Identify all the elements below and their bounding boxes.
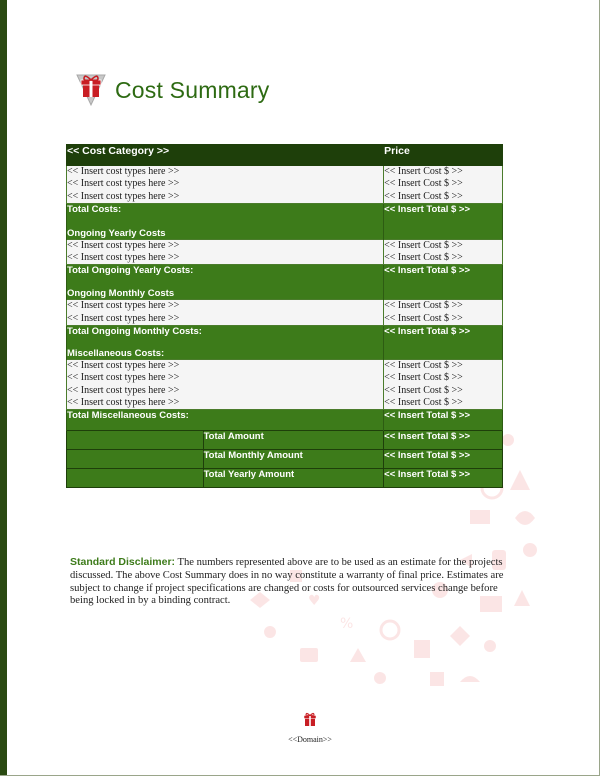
section-total-row xyxy=(67,326,503,360)
cost-summary-table xyxy=(66,144,503,488)
cost-type: << Insert cost types here >> xyxy=(67,360,180,372)
cost-value: << Insert Cost $ >> xyxy=(384,384,463,396)
standard-disclaimer xyxy=(70,556,520,608)
disclaimer-text: The numbers represented above are to be used as an estimate for the projects discussed. The above Cost Summary does in no way constitute a warranty of final price. Estimates are subject to change if project specifications are changed or costs for outsourced services change before being locked in by a binding contract. xyxy=(70,557,504,607)
section-total-cell xyxy=(67,326,384,360)
section-total-label: Total Costs: xyxy=(67,203,122,215)
cost-type: << Insert cost types here >> xyxy=(67,190,180,202)
svg-text:♥: ♥ xyxy=(308,593,321,609)
section-heading: Miscellaneous Costs: xyxy=(67,348,165,360)
cost-value: << Insert Cost $ >> xyxy=(384,360,463,372)
cost-value: << Insert Cost $ >> xyxy=(384,190,463,202)
cost-type: << Insert cost types here >> xyxy=(67,384,180,396)
section-total-cell xyxy=(67,203,384,239)
cost-value: << Insert Cost $ >> xyxy=(384,166,463,177)
section-total-cell xyxy=(67,265,384,300)
summary-value: << Insert Total $ >> xyxy=(384,450,503,469)
cost-type: << Insert cost types here >> xyxy=(67,300,180,312)
section-total-row xyxy=(67,265,503,300)
summary-label: Total Amount xyxy=(203,431,384,450)
cost-value: << Insert Cost $ >> xyxy=(384,300,463,312)
summary-label: Total Monthly Amount xyxy=(203,450,384,469)
cost-value: << Insert Cost $ >> xyxy=(384,252,463,264)
summary-row xyxy=(67,431,503,450)
section-total-value: << Insert Total $ >> xyxy=(384,203,503,239)
cost-values-cell xyxy=(384,166,503,204)
cost-items-row xyxy=(67,166,503,204)
cost-items-row xyxy=(67,360,503,410)
footer-domain: <<Domain>> xyxy=(288,735,332,744)
table-header-row xyxy=(67,145,503,166)
cost-values-cell xyxy=(384,360,503,410)
section-heading: Ongoing Yearly Costs xyxy=(67,227,166,239)
cost-type: << Insert cost types here >> xyxy=(67,312,180,324)
summary-spacer xyxy=(67,469,204,488)
left-accent-bar xyxy=(0,0,7,776)
document-header xyxy=(75,70,269,110)
cost-types-cell xyxy=(67,166,384,204)
summary-row xyxy=(67,469,503,488)
svg-text:%: % xyxy=(340,616,354,632)
cost-value: << Insert Cost $ >> xyxy=(384,396,463,408)
section-total-row xyxy=(67,410,503,431)
summary-spacer xyxy=(67,431,204,450)
cost-values-cell xyxy=(384,300,503,326)
cost-type: << Insert cost types here >> xyxy=(67,178,180,190)
cost-values-cell xyxy=(384,239,503,265)
cost-types-cell xyxy=(67,360,384,410)
cost-value: << Insert Cost $ >> xyxy=(384,239,463,251)
page-footer xyxy=(270,712,350,747)
cost-value: << Insert Cost $ >> xyxy=(384,372,463,384)
gift-icon xyxy=(303,712,317,727)
section-total-label: Total Ongoing Yearly Costs: xyxy=(67,265,194,277)
cost-type: << Insert cost types here >> xyxy=(67,396,180,408)
summary-value: << Insert Total $ >> xyxy=(384,431,503,450)
disclaimer-lead: Standard Disclaimer: xyxy=(70,556,176,568)
cost-items-row xyxy=(67,239,503,265)
cost-type: << Insert cost types here >> xyxy=(67,252,180,264)
gift-icon xyxy=(75,73,107,107)
cost-value: << Insert Cost $ >> xyxy=(384,178,463,190)
summary-label: Total Yearly Amount xyxy=(203,469,384,488)
summary-value: << Insert Total $ >> xyxy=(384,469,503,488)
cost-types-cell xyxy=(67,239,384,265)
summary-row xyxy=(67,450,503,469)
section-heading: Ongoing Monthly Costs xyxy=(67,288,175,300)
cost-type: << Insert cost types here >> xyxy=(67,166,180,177)
section-total-label: Total Ongoing Monthly Costs: xyxy=(67,326,202,338)
column-header-price: Price xyxy=(384,145,503,166)
page-title: Cost Summary xyxy=(115,76,270,103)
cost-types-cell xyxy=(67,300,384,326)
cost-type: << Insert cost types here >> xyxy=(67,239,180,251)
section-total-value: << Insert Total $ >> xyxy=(384,326,503,360)
cost-items-row xyxy=(67,300,503,326)
summary-spacer xyxy=(67,450,204,469)
column-header-category: << Cost Category >> xyxy=(67,145,384,166)
cost-type: << Insert cost types here >> xyxy=(67,372,180,384)
section-total-value: << Insert Total $ >> xyxy=(384,265,503,300)
section-total-row xyxy=(67,203,503,239)
section-total-cell xyxy=(67,410,384,431)
section-total-value: << Insert Total $ >> xyxy=(384,410,503,431)
cost-value: << Insert Cost $ >> xyxy=(384,312,463,324)
section-total-label: Total Miscellaneous Costs: xyxy=(67,410,189,422)
